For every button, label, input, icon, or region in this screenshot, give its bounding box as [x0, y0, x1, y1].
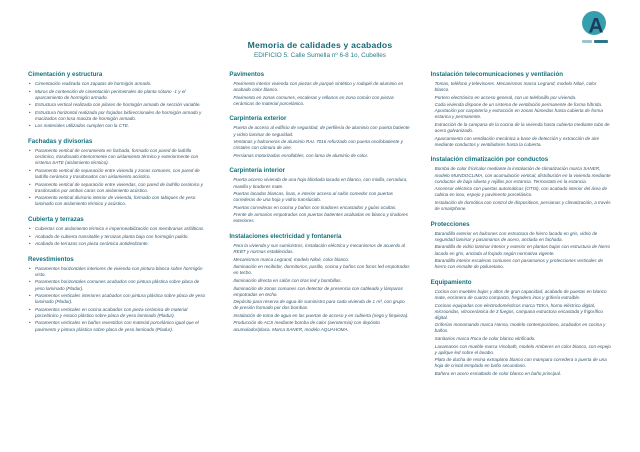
spec-item: • Estructura vertical realizada con pilares de hormigón armado de sección variable.: [28, 102, 209, 108]
page-subtitle: EDIFICIO 5. Calle Sumella nº 6-8 1o, Cubelles: [254, 52, 386, 59]
spec-item: Bomba de calor frío/calor mediante la instalación de climatización marca SANER, modelo MUNDOCLIMA, con acumulación vertical, distribución en la vivienda mediante conductos de baja silueta y rejillas por estancia. Termostato en la estancia.: [434, 166, 611, 184]
section-heading: Instalación climatización por conductos: [430, 156, 549, 164]
spec-list: [28, 226, 209, 247]
spec-item: Aparcamiento con ventilación mecánica a base de detección y extracción de aire mediante conductos y ventiladores hasta la cubierta.: [434, 135, 600, 147]
section-heading: Cubierta y terrazas: [28, 215, 84, 223]
spec-item: Iluminación directa en salón con tiras led y bombillas.: [233, 277, 342, 283]
spec-item: Sanitarios marca Roca de color blanco vitrificado.: [434, 336, 536, 342]
spec-item: • Paramentos verticales en baños revestidos con material porcelánico igual que el pavimento y pintura plástica sobre placa de yeso laminado (Pladur).: [28, 320, 209, 332]
section-heading: Instalación telecomunicaciones y ventilación: [430, 71, 564, 78]
spec-list: [229, 177, 410, 224]
spec-list: [431, 231, 612, 271]
spec-item: • Muros de contención de cimentación perimetrales de planta sótano -1 y el aparcamiento de hormigón armado.: [28, 89, 209, 101]
section-heading: Carpintería exterior: [229, 115, 287, 123]
spec-item: • Acabado de cubierta transitable y terrazas planta baja con hormigón pulido.: [28, 234, 209, 240]
spec-item: Barandilla exterior en balcones con estructura de hierro lacado en gris, vidrio de seguridad laminar y pasamanos de acero, anclada en fachada.: [434, 230, 598, 242]
spec-item: Pavimento interior vivienda con piezas de parqué sintético y rodapié de aluminio en acabado color blanco.: [233, 81, 404, 93]
spec-item: Ascensor eléctrico con puertas automáticas (OTIS), con acabado interior del área de cabina en inox, espejo y pavimento porcelánico.: [434, 186, 608, 198]
spec-item: Instalación de domótica con control de dispositivos, persianas y climatización, a través de smartphone.: [434, 199, 611, 212]
spec-item: Para la vivienda y sus suministros, instalación eléctrica y mecanismos de acuerdo al REBT y normas establecidas.: [233, 243, 405, 255]
spec-item: Barandilla interior escaleras comunes con pasamanos y protecciones verticales de hierro con esmalte de poliuretano.: [434, 258, 603, 270]
spec-item: • Paramentos verticales en cocina acabados con pieza cerámica de material porcelánico y estuco plástico sobre placa de yeso laminado (Pladur).: [28, 307, 209, 319]
spec-item: Pavimento en zonas comunes, escaleras y rellanos en zona común con piezas cerámicas de material porcelánico.: [233, 94, 394, 106]
section-heading: Instalaciones electricidad y fontanería: [229, 233, 342, 241]
spec-item: Lavamanos con mueble marca Visobath, modelo Amberes en color blanco, con espejo y aplique led sobre el lavabo.: [434, 343, 611, 355]
spec-item: • Paramentos verticales interiores acabados con pintura plástica sobre placa de yeso laminado (Pladur).: [28, 293, 209, 305]
section-heading: Cimentación y estructura: [28, 71, 103, 78]
spec-item: Cada vivienda dispone de un sistema de ventilación permanente de forma híbrida. Aportación por carpintería y extracción en zonas húmedas hasta cubierta de forma estanca y permanente.: [434, 102, 603, 120]
spec-item: Griferías monomando marca Hansa, modelo contemporáneo, acabados en cocina y baños.: [434, 322, 606, 334]
logo-wordmark: [576, 40, 614, 43]
spec-item: Producción de ACS mediante bomba de calor (aerotermia) con depósito acumulador/placa. Marca SANER, modelo AQUAHOMA.: [233, 320, 380, 332]
column-middle: [229, 71, 410, 378]
company-logo-icon: [581, 10, 609, 38]
spec-list: [431, 166, 612, 212]
document-header: [0, 0, 640, 59]
spec-item: Bañera en acero esmaltado de color blanco en baño principal.: [434, 370, 562, 376]
spec-item: Iluminación en recibidor, dormitorios, pasillo, cocina y baños con focos led empotrados en techo.: [233, 264, 410, 276]
section-heading: Protecciones: [430, 220, 470, 228]
spec-item: • Los materiales utilizados cumplen con la CTE.: [28, 123, 209, 129]
spec-list: [28, 266, 209, 333]
spec-list: [229, 243, 410, 333]
column-right: [431, 71, 612, 378]
section-heading: Pavimentos: [229, 71, 265, 78]
spec-item: Puerta acceso vivienda de una hoja blindada lacada en blanco, con mirilla, cerradura, manilla y tiradores mate.: [233, 177, 408, 189]
spec-list: [229, 125, 410, 158]
spec-item: Puertas correderas en cocina y baños con tiradores encastados y guías ocultas.: [233, 204, 397, 210]
page-title: Memoria de calidades y acabados: [247, 40, 393, 50]
section-heading: Equipamiento: [430, 278, 472, 286]
spec-item: • Paramento vertical de separación entre viviendas, con pared de ladrillo cerámico y trasdosados por ambas caras con aislamiento acústico.: [28, 182, 209, 194]
spec-item: Frente de armarios empotrados con puertas batientes acabadas en blanco y tiradores exteriores.: [233, 212, 408, 224]
section-heading: Revestimientos: [28, 255, 74, 263]
section-heading: Fachadas y divisorias: [28, 138, 93, 146]
spec-item: • Cubiertas con aislamiento térmico e impermeabilización con membranas asfálticas.: [28, 226, 209, 232]
spec-item: • Paramentos horizontales comunes acabados con pintura plástica sobre placa de yeso laminado (Pladur).: [28, 279, 209, 291]
spec-item: Tomas, teléfono y televisores. Mecanismos marca Legrand, modelo Niloé, color blanco.: [434, 81, 597, 93]
company-logo: [576, 10, 614, 43]
spec-list: [431, 81, 612, 148]
spec-item: Ventanas y balconeras de aluminio RAL 7016 reforzado con puerta oscilobatiente y cristales con cámara de aire.: [233, 139, 403, 151]
spec-item: Portero electrónico en acceso general, con un telefonillo por vivienda.: [434, 94, 577, 100]
logo-letter: A: [588, 14, 604, 38]
spec-item: • Acabado de terrazas con pieza cerámica antideslizante.: [28, 241, 209, 247]
spec-item: Plato de ducha de resina extraplano blanco con mampara corredera o puerta de una hoja de cristal templado en baño secundario.: [434, 357, 607, 369]
spec-item: Mecanismos marca Legrand, modelo Niloé, color blanco.: [233, 256, 350, 262]
spec-item: Cocinas equipadas con electrodomésticos marca TEKA, horno eléctrico digital, microondas, vitrocerámica de 3 fuegos, campana extractora encastada y frigorífico digital.: [434, 302, 603, 320]
column-left: [28, 71, 209, 378]
section-heading: Carpintería interior: [229, 167, 286, 175]
spec-item: Iluminación de zonas comunes con detector de presencia con cableado y lámparas empotradas en techo.: [233, 285, 403, 297]
spec-item: Puertas lacadas blancas, lisas, e interior acceso al salón comedor con puertas correderas de una hoja y vidrio translúcido.: [233, 191, 393, 203]
spec-item: Depósito para reserva de agua de suministro para cada vivienda de 1 m³, con grupo de presión formado por dos bombas.: [233, 299, 405, 311]
spec-list: [431, 289, 612, 377]
spec-item: Extracción de la campana de la cocina de la vivienda hasta cubierta mediante tubo de acero galvanizado.: [434, 122, 610, 134]
spec-item: • Estructura horizontal realizada por forjados bidireccionales de hormigón armado y macizados con losa maciza de hormigón armado.: [28, 110, 209, 122]
spec-item: Barandilla de vidrio laminar interior y exterior en plantas bajas con estructura de hierro lacado en gris, anclada al forjado según normativa vigente.: [434, 244, 611, 256]
spec-list: [28, 81, 209, 130]
spec-item: • Paramento vertical de cerramiento en fachada, formado con pared de ladrillo cerámico, trasdosado interiormente con aislamiento térmico y exteriormente con sistema SATE (aislamiento térmico).: [28, 148, 209, 166]
spec-list: [28, 148, 209, 207]
spec-item: • Paramentos horizontales interiores de vivienda con pintura blanca sobre hormigón visto.: [28, 266, 209, 278]
spec-item: Cocina con muebles bajos y altos de gran capacidad, acabado de puertas en blanco mate, encimera de cuarzo compacto, fregadero inox y grifería extraíble.: [434, 288, 607, 300]
spec-item: Persianas motorizadas enrollables, con lama de aluminio de color.: [233, 152, 369, 158]
spec-item: Puerta de acceso al edificio de seguridad, de perfilería de aluminio con puerta batiente y vidrio laminar de seguridad.: [233, 125, 410, 137]
spec-item: • Cimentación realizada con zapatas de hormigón armado.: [28, 81, 209, 87]
spec-item: Instalación de toma de agua en las puertas de acceso y en cubierta (riego y limpieza).: [233, 312, 409, 318]
spec-list: [229, 81, 410, 107]
content-columns: [0, 71, 640, 378]
spec-item: • Paramento vertical de separación entre vivienda y zonas comunes, con pared de ladrillo cerámico y trasdosados con aislamiento acústico.: [28, 168, 209, 180]
spec-item: • Paramento vertical divisorio interior de vivienda, formado con tabiques de yeso laminado con aislamiento térmico y acústico.: [28, 195, 209, 207]
